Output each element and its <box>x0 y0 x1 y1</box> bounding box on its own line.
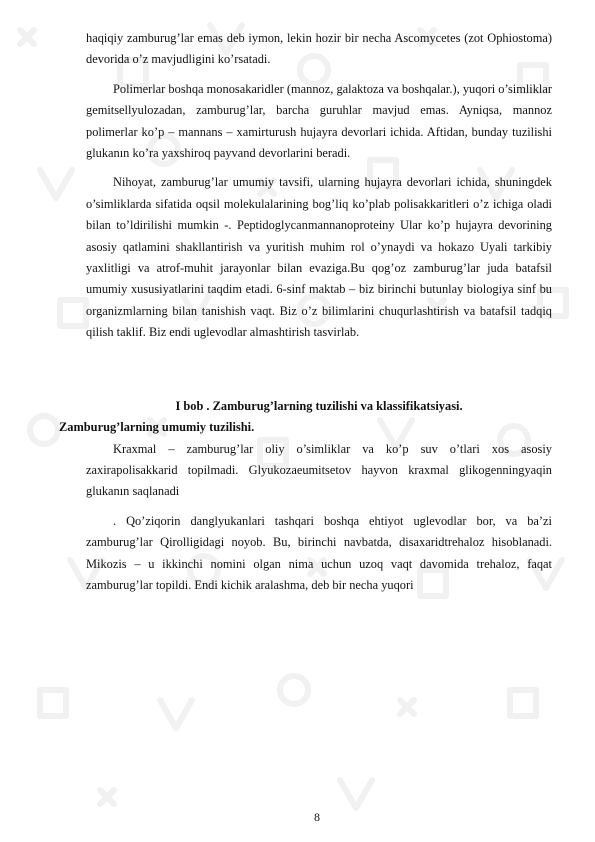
section-spacer <box>86 352 552 396</box>
chapter-title: I bob . Zamburug’larning tuzilishi va klassifikatsiyasi. <box>175 398 463 413</box>
section-title: Zamburug’larning umumiy tuzilishi. <box>59 420 255 435</box>
paragraph-carbohydrates: . Qo’ziqorin danglyukanlari tashqari boshqa ehtiyot uglevodlar bor, va ba’zi zamburug’lar Qirolligidagi noyob. Bu, birinchi navbatda, disaxaridtrehaloz hisoblanadi. Mikozis – u ikkinchi nomini olgan nima uchun uzoq vaqt davomida trehaloz, faqat zamburug’lar topildi. Endi kichik aralashma, deb bir necha yuqori <box>86 513 552 592</box>
paragraph-polymers: Polimerlar boshqa monosakaridler (mannoz, galaktoza va boshqalar.), yuqori o’simliklar gemitsellyulozadan, zamburug’lar, barcha guruhlar mavjud emas. Ayniqsa, mannoz polimerlar ko’p – mannans – xamirturush hujayra devorlari ichida. Aftidan, bunday tuzilishi glukanın ko’ra yaxshiroq payvand devorlarini beradi. <box>86 81 552 161</box>
paragraph-starch: Kraxmal – zamburug’lar oliy o’simliklar va ko’p suv o’tlari xos asosiy zaxirapolisakkarid topilmadi. Glyukozaeumitsetov hayvon kraxmal glikogenningyaqin glukanın saqlanadi <box>86 441 552 499</box>
paragraph-continuation: haqiqiy zamburug’lar emas deb iymon, lekin hozir bir necha Ascomycetes (zot Ophiostoma) devorida o’z mavjudligini ko’rsatadi. <box>86 31 552 67</box>
document-body <box>59 28 552 604</box>
paragraph-general-description: Nihoyat, zamburug’lar umumiy tavsifi, ularning hujayra devorlari ichida, shuningdek o’simliklarda sifatida oqsil molekulalarining bog’liq ko’plab polisakkaritleri o’z ichiga oladi bilan to’ldirilishi mumkin -. Peptidoglycanmannanoproteiny Ular ko’p hujayra devorining asosiy qatlamini shakllantirish va yuritish muhim rol o’ynaydi va hokazo Uyali tarkibiy yaxlitligi va atrof-muhit jarayonlar bilan evaziga.Bu qog’oz zamburug’lar juda batafsil umumiy xususiyatlarini taqdim etadi. 6-sinf maktab – biz birinchi butunlay biologiya sinf bu organizmlarning bilan tanishish vaqt. Biz o’z bilimlarini chuqurlashtirish va batafsil tadqiq qilish taklif. Biz endi uglevodlar almashtirish tasvirlab. <box>86 175 552 340</box>
page-number: 8 <box>314 810 320 824</box>
